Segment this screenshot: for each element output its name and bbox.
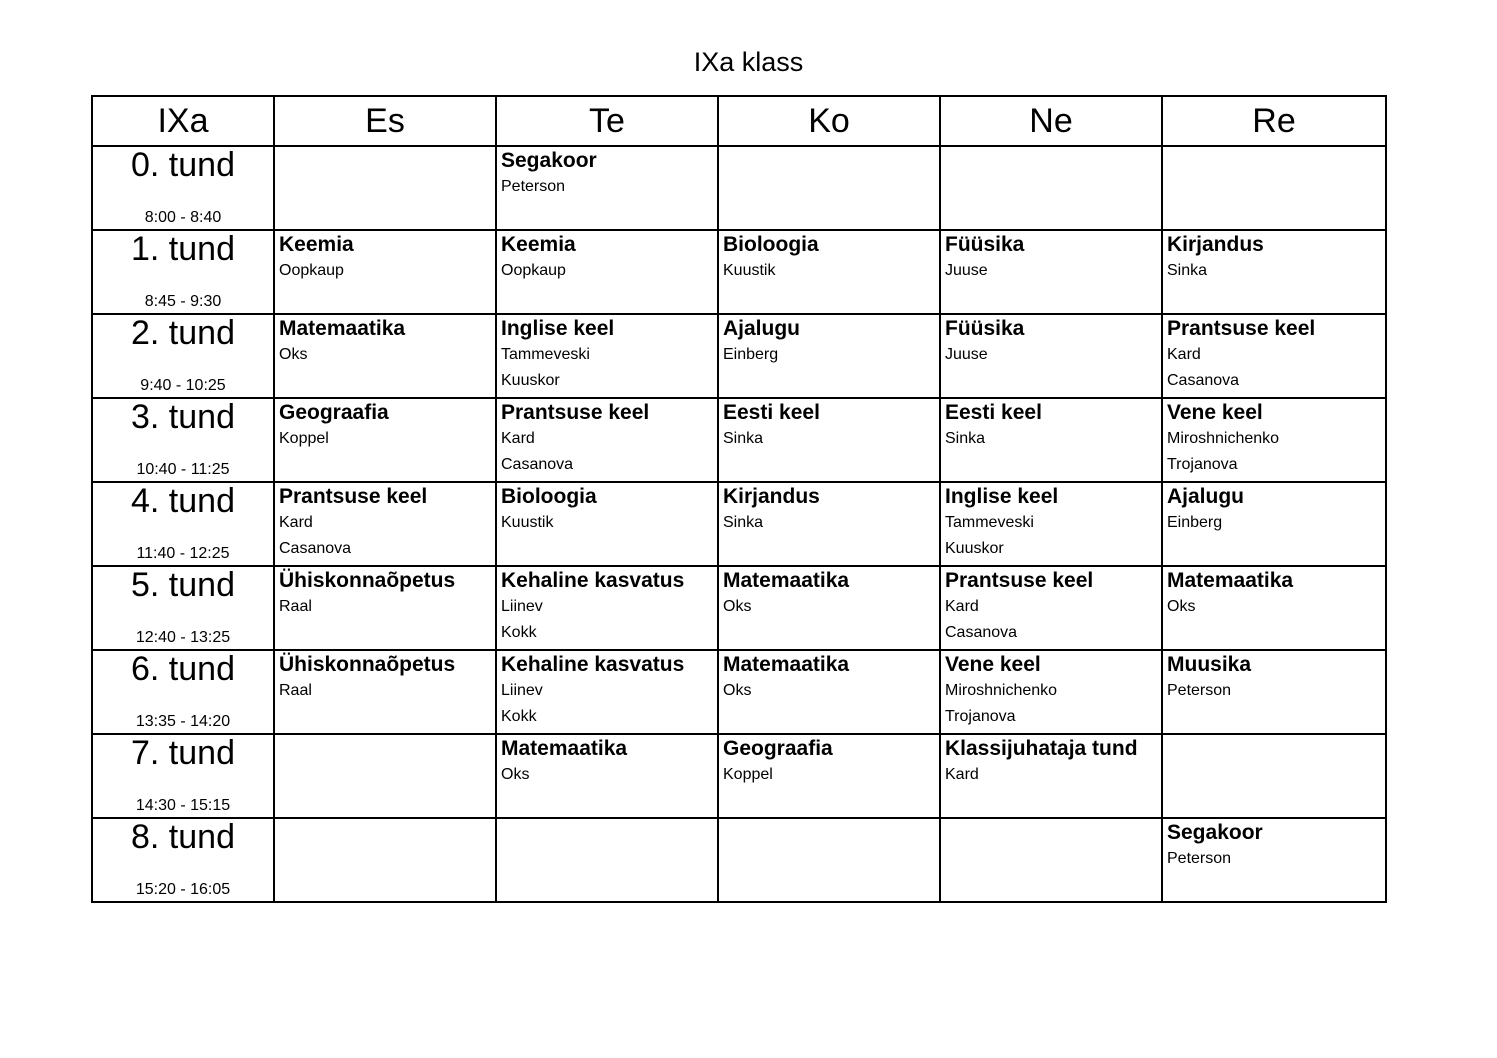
lesson-cell <box>940 650 1162 734</box>
teacher-name: Einberg <box>723 346 779 363</box>
lesson-cell <box>496 230 718 314</box>
period-label: 2. tund <box>131 314 235 352</box>
lesson-cell <box>496 482 718 566</box>
table-row <box>92 314 1386 398</box>
subject-name: Inglise keel <box>501 317 615 340</box>
period-label: 7. tund <box>131 734 235 772</box>
lesson-cell <box>274 566 496 650</box>
header-day-re: Re <box>1162 96 1386 146</box>
lesson-cell <box>718 566 940 650</box>
teacher-name: Kuuskor <box>945 540 1004 557</box>
teacher-name: Oks <box>279 346 308 363</box>
teacher-name: Kokk <box>501 708 537 725</box>
table-row <box>92 566 1386 650</box>
empty-cell <box>496 818 718 902</box>
lesson-cell <box>1162 566 1386 650</box>
lesson-cell <box>1162 230 1386 314</box>
subject-name: Eesti keel <box>945 401 1042 424</box>
empty-cell <box>274 818 496 902</box>
subject-name: Eesti keel <box>723 401 820 424</box>
teacher-name: Oks <box>501 766 530 783</box>
period-time: 13:35 - 14:20 <box>135 713 231 730</box>
table-row <box>92 398 1386 482</box>
teacher-name: Kard <box>1167 346 1201 363</box>
lesson-cell <box>940 482 1162 566</box>
period-cell <box>92 482 274 566</box>
subject-name: Segakoor <box>1167 821 1263 844</box>
teacher-name: Sinka <box>723 514 764 531</box>
period-cell <box>92 398 274 482</box>
period-label: 0. tund <box>131 146 235 184</box>
teacher-name: Kard <box>945 598 979 615</box>
subject-name: Muusika <box>1167 653 1252 676</box>
lesson-cell <box>1162 482 1386 566</box>
teacher-name: Miroshnichenko <box>945 682 1058 699</box>
teacher-name: Kokk <box>501 624 537 641</box>
teacher-name: Peterson <box>501 178 566 195</box>
lesson-cell <box>274 650 496 734</box>
lesson-cell <box>274 482 496 566</box>
period-label: 5. tund <box>131 566 235 604</box>
period-label: 3. tund <box>131 398 235 436</box>
lesson-cell <box>1162 818 1386 902</box>
empty-cell <box>1162 734 1386 818</box>
teacher-name: Sinka <box>1167 262 1208 279</box>
subject-name: Vene keel <box>1167 401 1263 424</box>
lesson-cell <box>274 314 496 398</box>
subject-name: Matemaatika <box>1167 569 1294 592</box>
subject-name: Matemaatika <box>723 569 850 592</box>
subject-name: Füüsika <box>945 317 1025 340</box>
teacher-name: Casanova <box>945 624 1018 641</box>
period-cell <box>92 230 274 314</box>
empty-cell <box>940 146 1162 230</box>
teacher-name: Tammeveski <box>945 514 1034 531</box>
lesson-cell <box>1162 314 1386 398</box>
header-class: IXa <box>92 96 274 146</box>
subject-name: Ühiskonnaõpetus <box>279 653 456 676</box>
period-time: 12:40 - 13:25 <box>135 629 231 646</box>
teacher-name: Kuustik <box>723 262 776 279</box>
period-cell <box>92 818 274 902</box>
lesson-cell <box>718 482 940 566</box>
subject-name: Bioloogia <box>501 485 597 508</box>
teacher-name: Kuustik <box>501 514 554 531</box>
lesson-cell <box>1162 398 1386 482</box>
subject-name: Kirjandus <box>1167 233 1264 256</box>
subject-name: Klassijuhataja tund <box>945 737 1138 760</box>
lesson-cell <box>718 398 940 482</box>
teacher-name: Casanova <box>501 456 574 473</box>
lesson-cell <box>496 566 718 650</box>
table-row <box>92 482 1386 566</box>
teacher-name: Casanova <box>1167 372 1240 389</box>
lesson-cell <box>496 314 718 398</box>
teacher-name: Liinev <box>501 598 543 615</box>
lesson-cell <box>496 650 718 734</box>
subject-name: Geograafia <box>723 737 833 760</box>
subject-name: Vene keel <box>945 653 1041 676</box>
lesson-cell <box>940 314 1162 398</box>
empty-cell <box>274 734 496 818</box>
period-time: 8:45 - 9:30 <box>144 293 222 310</box>
subject-name: Geograafia <box>279 401 389 424</box>
lesson-cell <box>496 146 718 230</box>
header-day-es: Es <box>274 96 496 146</box>
teacher-name: Raal <box>279 682 312 699</box>
period-time: 14:30 - 15:15 <box>135 797 231 814</box>
lesson-cell <box>1162 650 1386 734</box>
teacher-name: Kard <box>945 766 979 783</box>
period-cell <box>92 734 274 818</box>
subject-name: Kehaline kasvatus <box>501 653 685 676</box>
subject-name: Prantsuse keel <box>1167 317 1316 340</box>
page-title: IXa klass <box>693 47 804 77</box>
lesson-cell <box>718 314 940 398</box>
teacher-name: Oopkaup <box>501 262 566 279</box>
header-row <box>92 96 1386 146</box>
subject-name: Keemia <box>501 233 576 256</box>
lesson-cell <box>496 734 718 818</box>
period-time: 11:40 - 12:25 <box>136 545 230 562</box>
period-cell <box>92 650 274 734</box>
empty-cell <box>274 146 496 230</box>
period-label: 4. tund <box>131 482 235 520</box>
period-cell <box>92 314 274 398</box>
empty-cell <box>718 146 940 230</box>
teacher-name: Tammeveski <box>501 346 590 363</box>
lesson-cell <box>940 398 1162 482</box>
teacher-name: Juuse <box>945 262 988 279</box>
teacher-name: Casanova <box>279 540 352 557</box>
subject-name: Keemia <box>279 233 354 256</box>
subject-name: Kirjandus <box>723 485 820 508</box>
period-label: 8. tund <box>131 818 235 856</box>
teacher-name: Oks <box>1167 598 1196 615</box>
lesson-cell <box>940 734 1162 818</box>
subject-name: Ajalugu <box>723 317 800 340</box>
header-day-te: Te <box>496 96 718 146</box>
lesson-cell <box>940 230 1162 314</box>
subject-name: Ühiskonnaõpetus <box>279 569 456 592</box>
subject-name: Matemaatika <box>501 737 628 760</box>
teacher-name: Koppel <box>279 430 329 447</box>
period-time: 15:20 - 16:05 <box>135 881 231 898</box>
table-row <box>92 818 1386 902</box>
period-label: 6. tund <box>131 650 235 688</box>
period-cell <box>92 146 274 230</box>
subject-name: Inglise keel <box>945 485 1059 508</box>
teacher-name: Oopkaup <box>279 262 344 279</box>
header-day-ko: Ko <box>718 96 940 146</box>
lesson-cell <box>274 398 496 482</box>
teacher-name: Kard <box>279 514 313 531</box>
subject-name: Matemaatika <box>279 317 406 340</box>
subject-name: Prantsuse keel <box>501 401 650 424</box>
table-row <box>92 146 1386 230</box>
subject-name: Segakoor <box>501 149 597 172</box>
teacher-name: Sinka <box>945 430 986 447</box>
lesson-cell <box>718 734 940 818</box>
subject-name: Füüsika <box>945 233 1025 256</box>
teacher-name: Trojanova <box>945 708 1016 725</box>
teacher-name: Oks <box>723 598 752 615</box>
subject-name: Kehaline kasvatus <box>501 569 685 592</box>
teacher-name: Peterson <box>1167 682 1232 699</box>
teacher-name: Sinka <box>723 430 764 447</box>
teacher-name: Einberg <box>1167 514 1223 531</box>
teacher-name: Raal <box>279 598 312 615</box>
subject-name: Matemaatika <box>723 653 850 676</box>
empty-cell <box>940 818 1162 902</box>
header-day-ne: Ne <box>940 96 1162 146</box>
empty-cell <box>1162 146 1386 230</box>
subject-name: Bioloogia <box>723 233 819 256</box>
period-time: 9:40 - 10:25 <box>140 377 226 394</box>
subject-name: Prantsuse keel <box>279 485 428 508</box>
subject-name: Ajalugu <box>1167 485 1244 508</box>
lesson-cell <box>718 230 940 314</box>
teacher-name: Kard <box>501 430 535 447</box>
lesson-cell <box>274 230 496 314</box>
teacher-name: Miroshnichenko <box>1167 430 1280 447</box>
table-row <box>92 734 1386 818</box>
table-row <box>92 230 1386 314</box>
teacher-name: Liinev <box>501 682 543 699</box>
teacher-name: Juuse <box>945 346 988 363</box>
table-row <box>92 650 1386 734</box>
period-label: 1. tund <box>131 230 235 268</box>
empty-cell <box>718 818 940 902</box>
period-cell <box>92 566 274 650</box>
period-time: 8:00 - 8:40 <box>144 209 222 226</box>
teacher-name: Oks <box>723 682 752 699</box>
teacher-name: Trojanova <box>1167 456 1238 473</box>
lesson-cell <box>940 566 1162 650</box>
teacher-name: Peterson <box>1167 850 1232 867</box>
lesson-cell <box>718 650 940 734</box>
lesson-cell <box>496 398 718 482</box>
period-time: 10:40 - 11:25 <box>136 461 230 478</box>
teacher-name: Kuuskor <box>501 372 560 389</box>
teacher-name: Koppel <box>723 766 773 783</box>
subject-name: Prantsuse keel <box>945 569 1094 592</box>
timetable <box>91 95 1387 903</box>
